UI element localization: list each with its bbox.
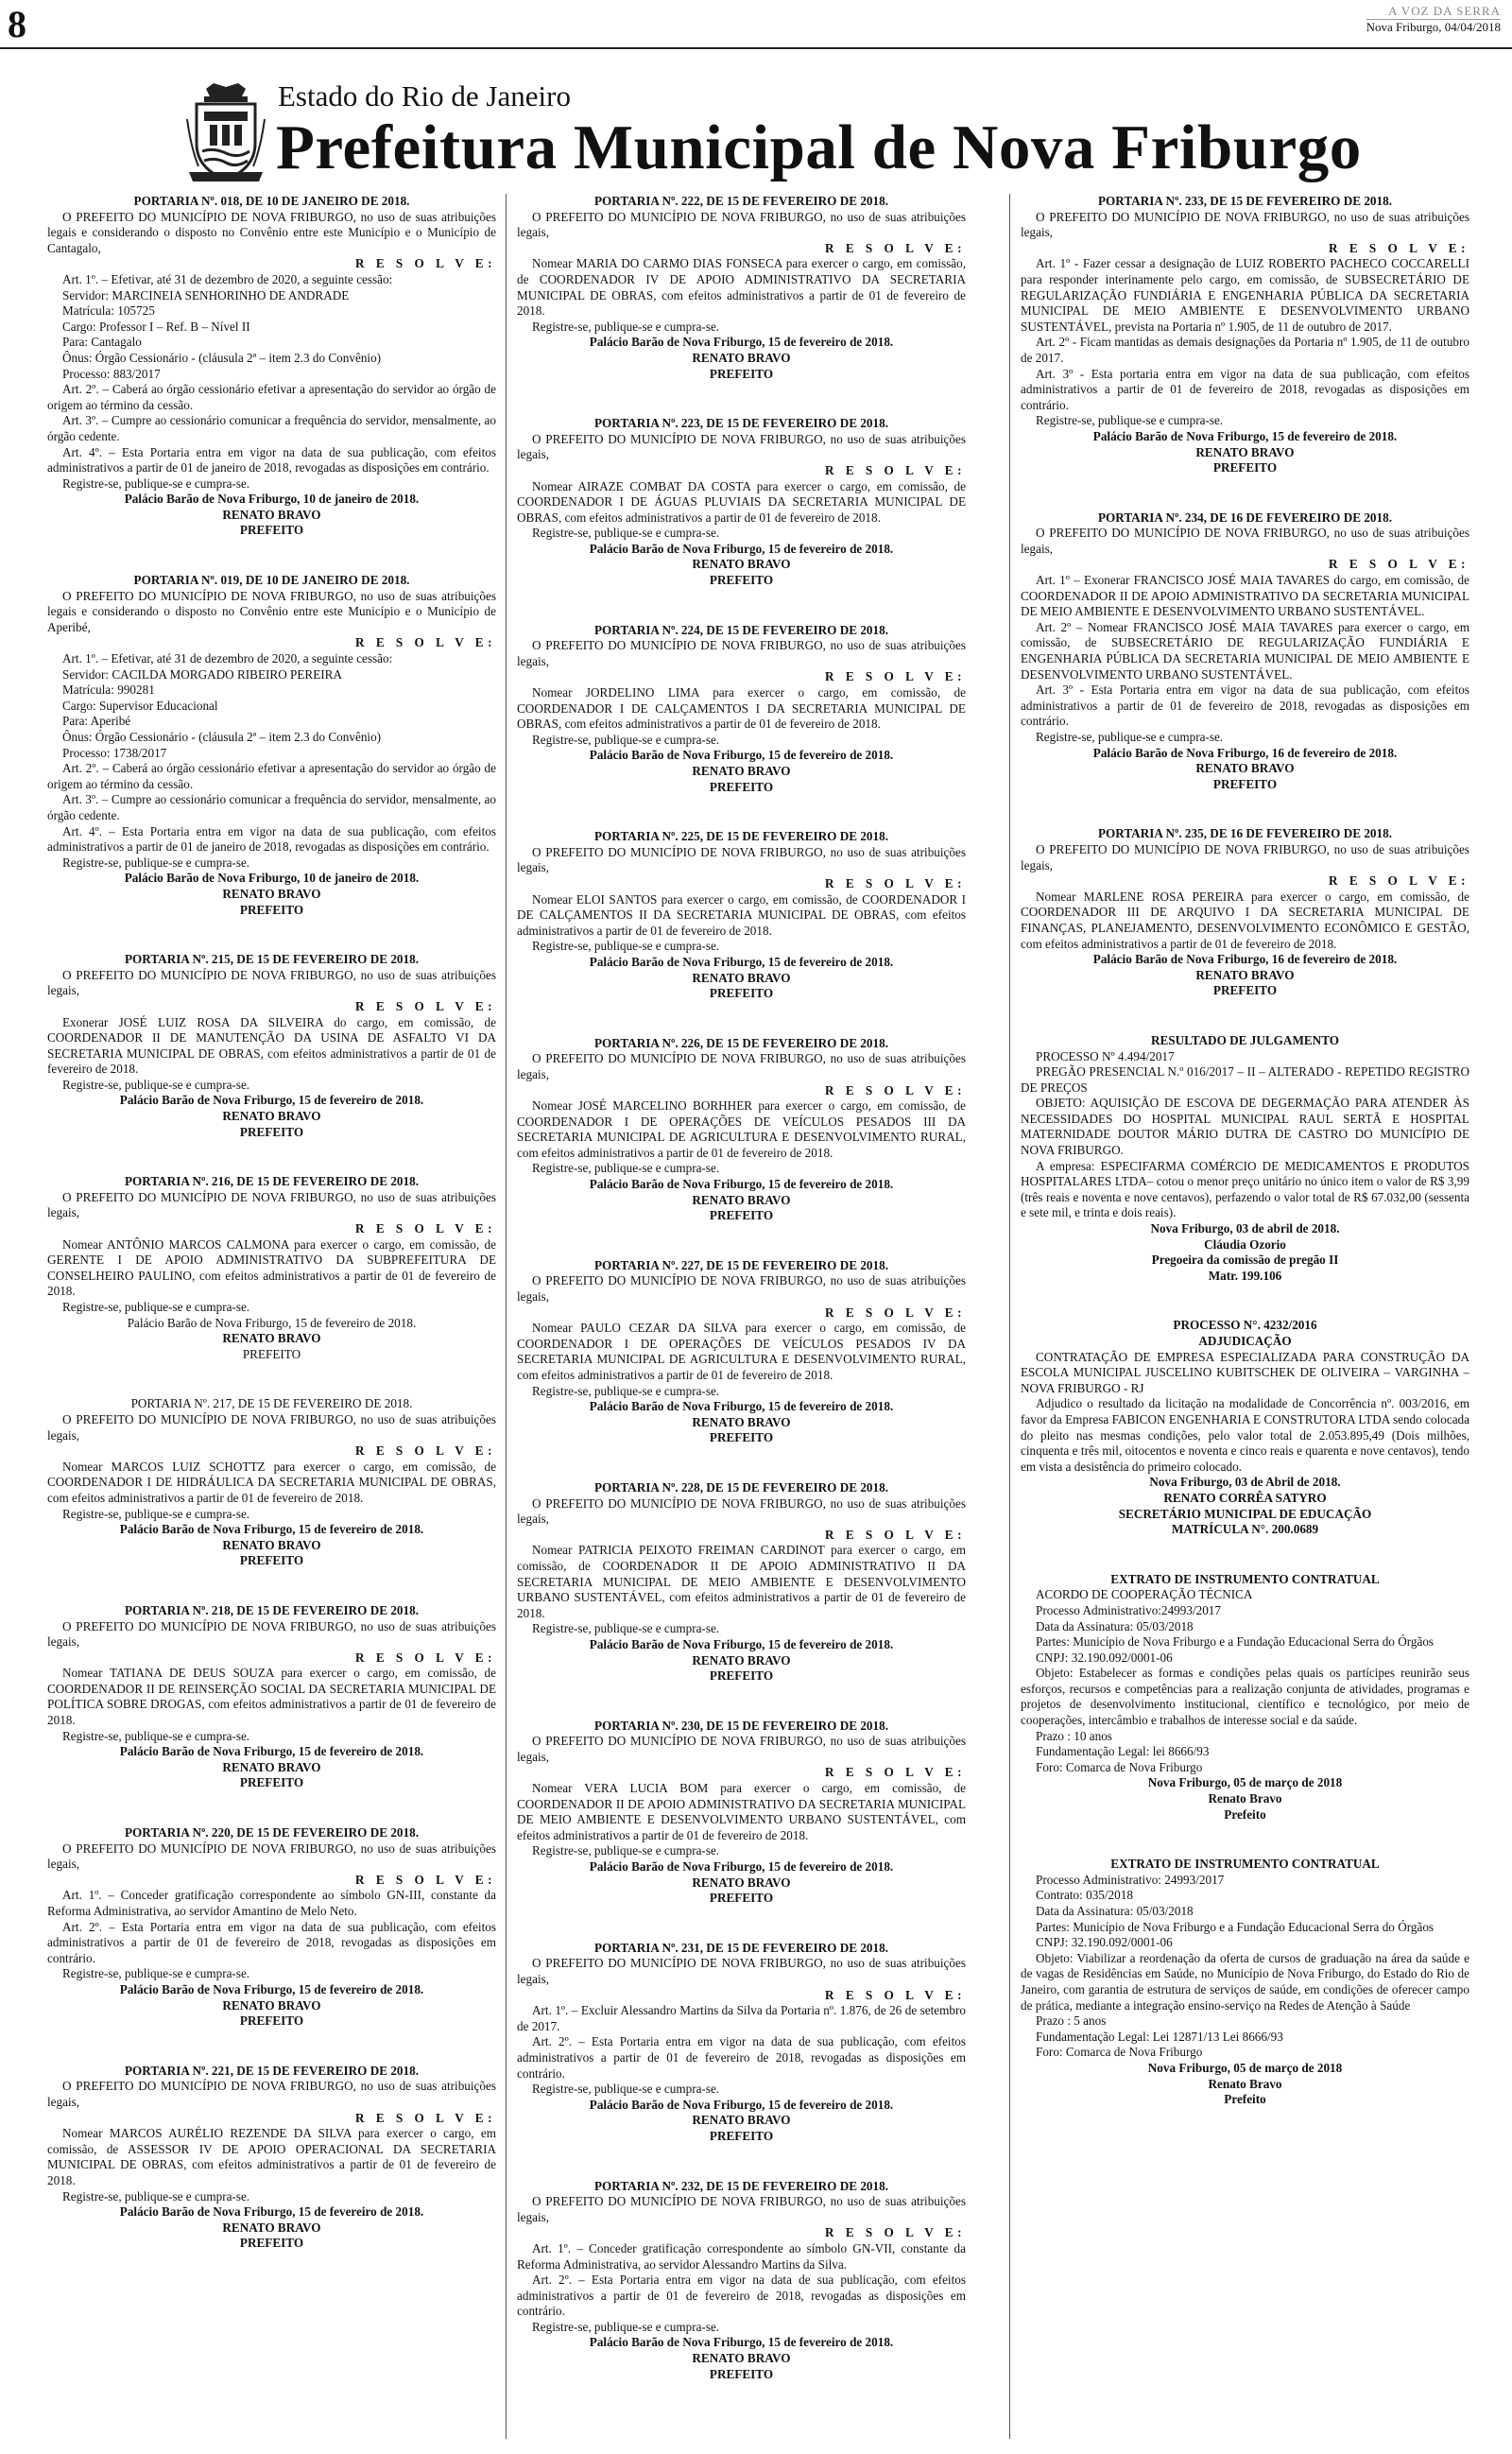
notice-title: PORTARIA Nº. 233, DE 15 DE FEVEREIRO DE 2018. [1097,194,1392,208]
resolve-heading: R E S O L V E: [355,1443,496,1459]
notice-title: PORTARIA Nº. 225, DE 15 DE FEVEREIRO DE 2018. [593,829,888,844]
notice-paragraph: Registre-se, publique-se e cumpra-se. [62,855,250,870]
notice-block [517,194,966,382]
notice-paragraph: Cargo: Professor I – Ref. B – Nível II [62,319,250,334]
notice-paragraph: Nomear TATIANA DE DEUS SOUZA para exercer o cargo, em comissão, de COORDENADOR II DE REINSERÇÃO SOCIAL DA SECRETARIA MUNICIPAL DE POLÍTICA SOBRE DROGAS, com efeitos administrativos a partir de 01 de fevereiro de 2018. [47,1666,496,1728]
notice-title: PORTARIA Nº. 019, DE 10 DE JANEIRO DE 2018. [133,573,410,588]
notice-paragraph: O PREFEITO DO MUNICÍPIO DE NOVA FRIBURGO, no uso de suas atribuições legais, [517,1956,966,1986]
notice-paragraph: Art. 1º - Fazer cessar a designação de LUIZ ROBERTO PACHECO COCCARELLI para responder interinamente pelo cargo, em comissão, de SUBSECRETÁRIO DE REGULARIZAÇÃO FUNDIÁRIA E ENGENHARIA PÚBLICA DA SECRETARIA MUNICIPAL DE MEIO AMBIENTE E DESENVOLVIMENTO URBANO SUSTENTÁVEL, prevista na Portaria nº 1.905, de 11 de outubro de 2017. [1021,256,1469,334]
notice-paragraph: Registre-se, publique-se e cumpra-se. [1036,413,1224,428]
signature-line: PREFEITO [239,2013,304,2029]
notice-paragraph: Registre-se, publique-se e cumpra-se. [532,2319,720,2334]
signature-line: MATRÍCULA N°. 200.0689 [1171,1522,1319,1537]
paper-info [1366,4,1501,35]
signature-line: Matr. 199.106 [1208,1268,1282,1283]
notice-paragraph: Registre-se, publique-se e cumpra-se. [532,526,720,541]
notice-paragraph: Nomear JORDELINO LIMA para exercer o cargo, em comissão, de COORDENADOR I DE CALÇAMENTOS I DA SECRETARIA MUNICIPAL DE OBRAS, com efeitos administrativos a partir de 01 de fevereiro de 2018. [517,685,966,732]
notice-paragraph: O PREFEITO DO MUNICÍPIO DE NOVA FRIBURGO, no uso de suas atribuições legais, [47,1411,496,1443]
notice-paragraph: Art. 2º – Nomear FRANCISCO JOSÉ MAIA TAVARES para exercer o cargo, em comissão, de SUBSECRETÁRIO DE REGULARIZAÇÃO FUNDIÁRIA E ENGENHARIA PÚBLICA DA SECRETARIA MUNICIPAL DE MEIO AMBIENTE E DESENVOLVIMENTO URBANO SUSTENTÁVEL. [1021,619,1469,682]
signature-line: RENATO BRAVO [1195,444,1295,459]
resolve-heading: R E S O L V E: [825,1765,966,1780]
notice-paragraph: O PREFEITO DO MUNICÍPIO DE NOVA FRIBURGO, no uso de suas atribuições legais, [1021,526,1469,556]
signature-line: Prefeito [1224,2092,1266,2107]
notice-paragraph: Processo: 1738/2017 [62,745,167,760]
notice-paragraph: PROCESSO Nº 4.494/2017 [1036,1048,1175,1063]
resolve-heading: R E S O L V E: [825,462,966,477]
notice-paragraph: Foro: Comarca de Nova Friburgo [1036,1759,1203,1774]
signature-line: Nova Friburgo, 03 de abril de 2018. [1150,1221,1340,1236]
notice-block [47,573,496,918]
notice-title: PROCESSO N°. 4232/2016 [1173,1318,1317,1333]
signature-line: Palácio Barão de Nova Friburgo, 15 de fevereiro de 2018. [127,1315,417,1330]
notice-paragraph: Cargo: Supervisor Educacional [62,698,218,713]
signature-line: Palácio Barão de Nova Friburgo, 15 de fevereiro de 2018. [589,1859,894,1875]
column-3 [1021,194,1469,2444]
notice-paragraph: OBJETO: AQUISIÇÃO DE ESCOVA DE DEGERMAÇÃO PARA ATENDER ÀS NECESSIDADES DO HOSPITAL MUNICIPAL RAUL SERTÃ E HOSPITAL MATERNIDADE DOUTOR MÁRIO DUTRA DE CASTRO DO MUNICÍPIO DE NOVA FRIBURGO. [1021,1096,1469,1158]
signature-line: Palácio Barão de Nova Friburgo, 15 de fevereiro de 2018. [119,1981,424,1996]
notice-paragraph: Registre-se, publique-se e cumpra-se. [62,1728,250,1743]
notice-title: PORTARIA Nº. 217, DE 15 DE FEVEREIRO DE 2018. [130,1396,413,1411]
notice-paragraph: Registre-se, publique-se e cumpra-se. [532,1843,720,1858]
notice-paragraph: Registre-se, publique-se e cumpra-se. [62,1966,250,1981]
notice-paragraph: O PREFEITO DO MUNICÍPIO DE NOVA FRIBURGO, no uso de suas atribuições legais, [1021,209,1469,240]
notice-paragraph: O PREFEITO DO MUNICÍPIO DE NOVA FRIBURGO, no uso de suas atribuições legais e considerando o disposto no Convênio entre este Município e o Município de Aperibé, [47,588,496,634]
notice-paragraph: Matrícula: 990281 [62,683,155,698]
notice-block [517,623,966,796]
notice-paragraph: Prazo : 10 anos [1036,1728,1112,1743]
notice-title: PORTARIA Nº. 221, DE 15 DE FEVEREIRO DE 2018. [124,2063,419,2078]
resolve-heading: R E S O L V E: [355,1872,496,1887]
notice-paragraph: O PREFEITO DO MUNICÍPIO DE NOVA FRIBURGO, no uso de suas atribuições legais, [517,844,966,875]
notice-paragraph: O PREFEITO DO MUNICÍPIO DE NOVA FRIBURGO, no uso de suas atribuições legais, [1021,841,1469,873]
signature-line: Renato Bravo [1208,1791,1282,1806]
notice-block [47,1396,496,1569]
notice-title: EXTRATO DE INSTRUMENTO CONTRATUAL [1110,1571,1380,1586]
header-rule [0,47,1512,49]
notice-title: PORTARIA Nº. 218, DE 15 DE FEVEREIRO DE 2018. [124,1602,419,1617]
notice-block [47,1603,496,1791]
signature-line: Palácio Barão de Nova Friburgo, 15 de fevereiro de 2018. [589,2097,894,2112]
city-hall-title: Prefeitura Municipal de Nova Friburgo [276,112,1362,182]
signature-line: PREFEITO [709,366,774,381]
signature-line: Palácio Barão de Nova Friburgo, 15 de fevereiro de 2018. [589,1177,894,1192]
signature-line: RENATO BRAVO [222,507,321,522]
notice-paragraph: Partes: Município de Nova Friburgo e a Fundação Educacional Serra do Órgãos [1036,1634,1435,1650]
notice-paragraph: O PREFEITO DO MUNICÍPIO DE NOVA FRIBURGO, no uso de suas atribuições legais, [517,1273,966,1305]
notice-paragraph: CNPJ: 32.190.092/0001-06 [1036,1935,1173,1950]
signature-line: RENATO BRAVO [692,2113,791,2128]
notice-block [1021,1857,1469,2108]
notice-paragraph: Foro: Comarca de Nova Friburgo [1036,2045,1203,2060]
notice-paragraph: Art. 1º. – Conceder gratificação correspondente ao símbolo GN-VII, constante da Reforma Administrativa, ao servidor Alessandro Martins da Silva. [517,2240,966,2272]
signature-line: PREFEITO [239,2236,304,2251]
notice-paragraph: Nomear JOSÉ MARCELINO BORHHER para exercer o cargo, em comissão, de COORDENADOR I DE OPERAÇÕES DE VEÍCULOS PESADOS III DA SECRETARIA MUNICIPAL DE AGRICULTURA E DESENVOLVIMENTO RURAL, com efeitos administrativos a partir de 01 de fevereiro de 2018. [517,1098,966,1160]
resolve-heading: R E S O L V E: [825,1082,966,1097]
signature-line: Palácio Barão de Nova Friburgo, 16 de fevereiro de 2018. [1092,745,1398,760]
notice-title: PORTARIA Nº. 227, DE 15 DE FEVEREIRO DE 2018. [593,1257,888,1272]
notice-paragraph: Art. 4º. – Esta Portaria entra em vigor na data de sua publicação, com efeitos administrativos a partir de 01 de janeiro de 2018, revogadas as disposições em contrário. [47,444,496,475]
notice-paragraph: Registre-se, publique-se e cumpra-se. [532,939,720,954]
signature-line: RENATO BRAVO [692,970,791,985]
notice-title: PORTARIA Nº. 216, DE 15 DE FEVEREIRO DE 2018. [124,1174,419,1189]
notice-paragraph: Exonerar JOSÉ LUIZ ROSA DA SILVEIRA do cargo, em comissão, de COORDENADOR II DE MANUTENÇÃO DA USINA DE ASFALTO VI DA SECRETARIA MUNICIPAL DE OBRAS, com efeitos administrativos a partir de 01 de fevereiro de 2018. [47,1014,496,1077]
resolve-heading: R E S O L V E: [1329,240,1469,255]
notice-block [47,194,496,539]
signature-line: Palácio Barão de Nova Friburgo, 15 de fevereiro de 2018. [589,748,894,763]
resolve-heading: R E S O L V E: [825,875,966,890]
notice-paragraph: Art. 2º. – Caberá ao órgão cessionário efetivar a apresentação do servidor ao órgão de origem ao término da cessão. [47,761,496,791]
notice-paragraph: O PREFEITO DO MUNICÍPIO DE NOVA FRIBURGO, no uso de suas atribuições legais, [517,209,966,240]
notice-paragraph: O PREFEITO DO MUNICÍPIO DE NOVA FRIBURGO, no uso de suas atribuições legais, [47,1840,496,1872]
signature-line: Palácio Barão de Nova Friburgo, 15 de fevereiro de 2018. [589,2335,894,2350]
notice-paragraph: Nomear MARLENE ROSA PEREIRA para exercer o cargo, em comissão, de COORDENADOR III DE ARQUIVO I DA SECRETARIA MUNICIPAL DE FINANÇAS, PLANEJAMENTO, DESENVOLVIMENTO ECONÔMICO E GESTÃO, com efeitos administrativos a partir de 01 de fevereiro de 2018. [1021,889,1469,951]
signature-line: PREFEITO [709,573,774,588]
notice-paragraph: Processo Administrativo: 24993/2017 [1036,1872,1225,1887]
notice-paragraph: Art. 2º. – Esta Portaria entra em vigor na data de sua publicação, com efeitos administrativos a partir de 01 de fevereiro de 2018, revogadas as disposições em contrário. [47,1919,496,1965]
notice-paragraph: O PREFEITO DO MUNICÍPIO DE NOVA FRIBURGO, no uso de suas atribuições legais, [517,1734,966,1764]
signature-line: RENATO BRAVO [222,886,321,901]
signature-line: PREFEITO [239,1775,304,1790]
notice-paragraph: Processo: 883/2017 [62,366,161,381]
notice-block [517,1036,966,1224]
signature-line: Palácio Barão de Nova Friburgo, 15 de fevereiro de 2018. [119,1093,424,1108]
notice-paragraph: Nomear VERA LUCIA BOM para exercer o cargo, em comissão, de COORDENADOR II DE APOIO ADMINISTRATIVO DA SECRETARIA MUNICIPAL DE MEIO AMBIENTE E DESENVOLVIMENTO URBANO SUSTENTÁVEL, com efeitos administrativos a partir de 01 de fevereiro de 2018. [517,1781,966,1842]
signature-line: Cláudia Ozorio [1204,1236,1286,1252]
resolve-heading: R E S O L V E: [825,1305,966,1320]
signature-line: RENATO CORRÊA SATYRO [1163,1490,1327,1505]
notice-paragraph: Nomear MARCOS AURÉLIO REZENDE DA SILVA para exercer o cargo, em comissão, de ASSESSOR IV DE APOIO OPERACIONAL DA SECRETARIA MUNICIPAL DE OBRAS, com efeitos administrativos a partir de 01 de fevereiro de 2018. [47,2126,496,2187]
notice-paragraph: Processo Administrativo:24993/2017 [1036,1602,1221,1617]
notice-paragraph: Art. 3º - Esta Portaria entra em vigor na data de sua publicação, com efeitos administrativos a partir de 01 de fevereiro de 2018, revogadas as disposições em contrário. [1021,683,1469,729]
notice-block [517,1719,966,1907]
notice-paragraph: Art. 1º. – Efetivar, até 31 de dezembro de 2020, a seguinte cessão: [62,651,393,666]
signature-line: RENATO BRAVO [1195,761,1295,776]
notice-paragraph: Nomear ELOI SANTOS para exercer o cargo, em comissão, de COORDENADOR I DE CALÇAMENTOS II DA SECRETARIA MUNICIPAL DE OBRAS, com efeitos administrativos a partir de 01 de fevereiro de 2018. [517,891,966,938]
signature-line: Palácio Barão de Nova Friburgo, 15 de fevereiro de 2018. [589,1636,894,1651]
notice-paragraph: Registre-se, publique-se e cumpra-se. [62,1506,250,1521]
resolve-heading: R E S O L V E: [355,635,496,650]
notice-block [517,1941,966,2145]
notice-block [1021,194,1469,476]
column-rule [506,194,507,2439]
notice-paragraph: O PREFEITO DO MUNICÍPIO DE NOVA FRIBURGO, no uso de suas atribuições legais, [517,1495,966,1527]
signature-line: RENATO BRAVO [222,1997,321,2013]
notice-paragraph: Registre-se, publique-se e cumpra-se. [62,2188,250,2203]
notice-paragraph: Nomear AIRAZE COMBAT DA COSTA para exercer o cargo, em comissão, de COORDENADOR I DE ÁGUAS PLUVIAIS DA SECRETARIA MUNICIPAL DE OBRAS, com efeitos administrativos a partir de 01 de fevereiro de 2018. [517,478,966,525]
notice-paragraph: Data da Assinatura: 05/03/2018 [1036,1618,1194,1633]
notice-title: PORTARIA Nº. 220, DE 15 DE FEVEREIRO DE 2018. [124,1825,419,1840]
notice-paragraph: Art. 2º. – Esta Portaria entra em vigor na data de sua publicação, com efeitos administrativos a partir de 01 de fevereiro de 2018, revogadas as disposições em contrário. [517,2034,966,2081]
notice-paragraph: PREGÃO PRESENCIAL N.º 016/2017 – II – ALTERADO - REPETIDO REGISTRO DE PREÇOS [1021,1064,1469,1095]
signature-line: Pregoeira da comissão de pregão II [1151,1253,1339,1268]
notice-paragraph: Partes: Município de Nova Friburgo e a Fundação Educacional Serra do Órgãos [1036,1919,1435,1934]
notice-paragraph: O PREFEITO DO MUNICÍPIO DE NOVA FRIBURGO, no uso de suas atribuições legais, [47,967,496,998]
signature-line: RENATO BRAVO [692,1414,791,1429]
notice-paragraph: Art. 1º – Exonerar FRANCISCO JOSÉ MAIA TAVARES do cargo, em comissão, de COORDENADOR II DE APOIO ADMINISTRATIVO DA SECRETARIA MUNICIPAL DE MEIO AMBIENTE E DESENVOLVIMENTO URBANO SUSTENTÁVEL. [1021,573,1469,619]
resolve-heading: R E S O L V E: [825,1987,966,2002]
notice-paragraph: Art. 1º. – Conceder gratificação correspondente ao símbolo GN-III, constante da Reforma Administrativa, ao servidor Amantino de Melo Neto. [47,1888,496,1918]
signature-line: PREFEITO [239,902,304,917]
notice-title: PORTARIA Nº. 224, DE 15 DE FEVEREIRO DE 2018. [593,622,888,637]
notice-title: PORTARIA Nº. 018, DE 10 DE JANEIRO DE 2018. [133,194,410,208]
signature-line: Renato Bravo [1208,2076,1282,2091]
notice-paragraph: Nomear PAULO CEZAR DA SILVA para exercer o cargo, em comissão, de COORDENADOR I DE OPERAÇÕES DE VEÍCULOS PESADOS IV DA SECRETARIA MUNICIPAL DE AGRICULTURA E DESENVOLVIMENTO RURAL, com efeitos administrativos a partir de 01 de fevereiro de 2018. [517,1321,966,1382]
paper-name: A VOZ DA SERRA [1388,4,1501,18]
signature-line: PREFEITO [1212,983,1278,998]
signature-line: Palácio Barão de Nova Friburgo, 15 de fevereiro de 2018. [119,1744,424,1759]
signature-line: PREFEITO [709,986,774,1001]
notice-paragraph: Adjudico o resultado da licitação na modalidade de Concorrência nº. 003/2016, em favor da Empresa FABICON ENGENHARIA E CONSTRUTORA LTDA sendo colocada do pleito nas mesmas condições, pelo valor total de 2.053.895,49 (Dois milhões, cinquenta e três mil, oitocentos e noventa e cinco reais e quarenta e nove centavos), tendo em vista a desistência do primeiro colocado. [1021,1396,1469,1474]
notice-title: PORTARIA Nº. 228, DE 15 DE FEVEREIRO DE 2018. [593,1479,888,1495]
notice-paragraph: Contrato: 035/2018 [1036,1888,1133,1903]
column-1 [47,194,496,2444]
notice-title: PORTARIA Nº. 226, DE 15 DE FEVEREIRO DE 2018. [593,1035,888,1050]
masthead [185,74,1366,187]
notice-paragraph: CNPJ: 32.190.092/0001-06 [1036,1650,1173,1665]
signature-line: SECRETÁRIO MUNICIPAL DE EDUCAÇÃO [1118,1506,1372,1521]
notice-paragraph: Nomear MARIA DO CARMO DIAS FONSECA para exercer o cargo, em comissão, de COORDENADOR IV DE APOIO ADMINISTRATIVO DA SECRETARIA MUNICIPAL DE OBRAS, com efeitos administrativos a partir de 01 de fevereiro de 2018. [517,256,966,319]
notice-title: PORTARIA Nº. 230, DE 15 DE FEVEREIRO DE 2018. [593,1718,888,1733]
signature-line: PREFEITO [1212,460,1278,475]
notice-paragraph: Objeto: Viabilizar a reordenação da oferta de cursos de graduação na área da saúde e de vagas de Residências em Saúde, no Município de Nova Friburgo, do Estado do Rio de Janeiro, com garantia de estrutura de serviços de saúde, em condições de oferecer campo de prática, mediante a integração ensino-serviço na Redes de Atenção à Saúde [1021,1950,1469,2013]
column-rule [1009,194,1010,2439]
resolve-heading: R E S O L V E: [825,669,966,684]
notice-block [1021,1572,1469,1823]
notice-paragraph: Art. 3º. – Cumpre ao cessionário comunicar a frequência do servidor, mensalmente, ao órgão cedente. [47,413,496,443]
paper-date: Nova Friburgo, 04/04/2018 [1366,20,1501,34]
notice-paragraph: Art. 4º. – Esta Portaria entra em vigor na data de sua publicação, com efeitos administrativos a partir de 01 de janeiro de 2018, revogadas as disposições em contrário. [47,823,496,855]
signature-line: PREFEITO [709,779,774,794]
signature-line: Palácio Barão de Nova Friburgo, 15 de fevereiro de 2018. [119,1522,424,1537]
notice-paragraph: Ônus: Órgão Cessionário - (cláusula 2ª – item 2.3 do Convênio) [62,730,382,744]
signature-line: RENATO BRAVO [692,1652,791,1668]
notice-subtitle: ADJUDICAÇÃO [1198,1334,1292,1348]
resolve-heading: R E S O L V E: [825,240,966,255]
notice-paragraph: Art. 3º. – Cumpre ao cessionário comunicar a frequência do servidor, mensalmente, ao órgão cedente. [47,792,496,822]
notice-block [47,1825,496,2030]
notice-block [47,2064,496,2252]
resolve-heading: R E S O L V E: [1329,873,1469,889]
signature-line: PREFEITO [242,1346,301,1361]
notice-block [517,829,966,1002]
notice-paragraph: Art. 1º. – Excluir Alessandro Martins da Silva da Portaria nº. 1.876, de 26 de setembro de 2017. [517,2003,966,2033]
signature-line: RENATO BRAVO [692,2351,791,2366]
notice-paragraph: Registre-se, publique-se e cumpra-se. [532,1621,720,1636]
signature-line: Palácio Barão de Nova Friburgo, 15 de fevereiro de 2018. [589,541,894,556]
resolve-heading: R E S O L V E: [355,1221,496,1236]
signature-line: Palácio Barão de Nova Friburgo, 15 de fevereiro de 2018. [589,1399,894,1414]
notice-block [517,1258,966,1446]
notice-block [1021,826,1469,999]
resolve-heading: R E S O L V E: [355,1650,496,1665]
signature-line: Palácio Barão de Nova Friburgo, 15 de fevereiro de 2018. [119,2204,424,2220]
notice-paragraph: Registre-se, publique-se e cumpra-se. [532,1161,720,1176]
signature-line: PREFEITO [1212,776,1278,791]
notice-paragraph: Data da Assinatura: 05/03/2018 [1036,1904,1194,1918]
signature-line: PREFEITO [239,1124,304,1139]
signature-line: Palácio Barão de Nova Friburgo, 10 de janeiro de 2018. [124,492,420,507]
notice-paragraph: Servidor: CACILDA MORGADO RIBEIRO PEREIRA [62,666,342,682]
notice-paragraph: Art. 2º. – Caberá ao órgão cessionário efetivar a apresentação do servidor ao órgão de origem ao término da cessão. [47,382,496,412]
notice-title: PORTARIA Nº. 235, DE 16 DE FEVEREIRO DE 2018. [1097,826,1392,841]
signature-line: RENATO BRAVO [692,764,791,778]
signature-line: PREFEITO [709,2366,774,2381]
resolve-heading: R E S O L V E: [825,1527,966,1542]
resolve-heading: R E S O L V E: [355,998,496,1013]
notice-paragraph: Art. 2º. – Esta Portaria entra em vigor na data de sua publicação, com efeitos administrativos a partir de 01 de fevereiro de 2018, revogadas as disposições em contrário. [517,2273,966,2319]
signature-line: PREFEITO [239,1553,304,1568]
signature-line: Palácio Barão de Nova Friburgo, 15 de fevereiro de 2018. [589,335,894,350]
signature-line: PREFEITO [709,1668,774,1684]
signature-line: PREFEITO [709,2128,774,2143]
signature-line: PREFEITO [709,1430,774,1445]
notice-paragraph: Para: Aperibé [62,714,131,729]
notice-block [517,416,966,589]
notice-title: PORTARIA Nº. 232, DE 15 DE FEVEREIRO DE 2018. [593,2178,888,2193]
signature-line: PREFEITO [709,1891,774,1906]
notice-paragraph: Registre-se, publique-se e cumpra-se. [532,732,720,747]
notice-title: EXTRATO DE INSTRUMENTO CONTRATUAL [1110,1857,1380,1872]
signature-line: RENATO BRAVO [222,2220,321,2235]
signature-line: Prefeito [1224,1806,1266,1822]
notice-title: PORTARIA Nº. 231, DE 15 DE FEVEREIRO DE 2018. [593,1940,888,1955]
signature-line: RENATO BRAVO [692,1192,791,1207]
notice-title: PORTARIA Nº. 215, DE 15 DE FEVEREIRO DE 2018. [124,952,419,967]
coat-of-arms-icon [185,81,266,187]
notice-paragraph: O PREFEITO DO MUNICÍPIO DE NOVA FRIBURGO, no uso de suas atribuições legais, [517,431,966,462]
notice-paragraph: Art. 1º. – Efetivar, até 31 de dezembro de 2020, a seguinte cessão: [62,271,393,286]
notice-paragraph: O PREFEITO DO MUNICÍPIO DE NOVA FRIBURGO, no uso de suas atribuições legais, [47,1618,496,1650]
signature-line: RENATO BRAVO [692,350,791,365]
signature-line: RENATO BRAVO [692,1875,791,1890]
notice-block [517,1480,966,1685]
notice-paragraph: O PREFEITO DO MUNICÍPIO DE NOVA FRIBURGO, no uso de suas atribuições legais, [517,2194,966,2224]
notice-paragraph: Matrícula: 105725 [62,303,155,319]
notice-title: PORTARIA Nº. 234, DE 16 DE FEVEREIRO DE 2018. [1097,510,1392,525]
notice-paragraph: Fundamentação Legal: lei 8666/93 [1036,1744,1210,1759]
signature-line: Palácio Barão de Nova Friburgo, 15 de fevereiro de 2018. [589,954,894,969]
notice-paragraph: O PREFEITO DO MUNICÍPIO DE NOVA FRIBURGO, no uso de suas atribuições legais, [47,2079,496,2109]
signature-line: Palácio Barão de Nova Friburgo, 16 de fevereiro de 2018. [1092,952,1398,967]
notice-block [1021,1033,1469,1285]
notice-block [1021,1318,1469,1537]
column-2 [517,194,966,2444]
signature-line: RENATO BRAVO [692,557,791,572]
notice-paragraph: O PREFEITO DO MUNICÍPIO DE NOVA FRIBURGO, no uso de suas atribuições legais, [517,1051,966,1081]
notice-paragraph: Servidor: MARCINEIA SENHORINHO DE ANDRADE [62,287,350,302]
resolve-heading: R E S O L V E: [825,2225,966,2240]
resolve-heading: R E S O L V E: [355,256,496,271]
state-name: Estado do Rio de Janeiro [278,79,571,112]
signature-line: RENATO BRAVO [222,1537,321,1552]
signature-line: RENATO BRAVO [222,1759,321,1774]
notice-paragraph: Ônus: Órgão Cessionário - (cláusula 2ª – item 2.3 do Convênio) [62,350,382,365]
notice-title: PORTARIA Nº. 223, DE 15 DE FEVEREIRO DE 2018. [593,416,888,431]
notice-block [1021,510,1469,793]
notice-paragraph: Art. 2º - Ficam mantidas as demais designações da Portaria nº 1.905, de 11 de outubro de 2017. [1021,335,1469,365]
notice-paragraph: Prazo : 5 anos [1036,2013,1107,2029]
notice-paragraph: Objeto: Estabelecer as formas e condições pelas quais os partícipes reunirão seus esforços, recursos e competências para a realização conjunta de atividades, programas e projetos de desenvolvimento institucional, científico e tecnológico, por meio de cooperações, intercâmbio e trabalhos de interesse social e da saúde. [1021,1666,1469,1728]
notice-paragraph: Fundamentação Legal: Lei 12871/13 Lei 8666/93 [1036,2029,1283,2044]
notice-paragraph: Registre-se, publique-se e cumpra-se. [532,2082,720,2097]
page-header-bar [0,0,1512,47]
notice-block [517,2179,966,2383]
notice-title: PORTARIA Nº. 222, DE 15 DE FEVEREIRO DE 2018. [593,194,888,208]
notice-paragraph: O PREFEITO DO MUNICÍPIO DE NOVA FRIBURGO, no uso de suas atribuições legais, [47,1189,496,1220]
notice-paragraph: Nomear ANTÔNIO MARCOS CALMONA para exercer o cargo, em comissão, de GERENTE I DE APOIO ADMINISTRATIVO DA SUBPREFEITURA DE CONSELHEIRO PAULINO, com efeitos administrativos a partir de 01 de fevereiro de 2018. [47,1236,496,1299]
signature-line: PREFEITO [239,523,304,538]
notice-paragraph: ACORDO DE COOPERAÇÃO TÉCNICA [1036,1587,1253,1602]
notice-paragraph: Registre-se, publique-se e cumpra-se. [532,319,720,334]
page-number: 8 [8,3,26,45]
notice-paragraph: Registre-se, publique-se e cumpra-se. [62,1077,250,1092]
signature-line: RENATO BRAVO [1195,967,1295,982]
signature-line: PREFEITO [709,1208,774,1223]
signature-line: Nova Friburgo, 05 de março de 2018 [1147,1775,1343,1790]
signature-line: Palácio Barão de Nova Friburgo, 15 de fevereiro de 2018. [1092,428,1398,443]
notice-paragraph: Registre-se, publique-se e cumpra-se. [1036,730,1224,744]
signature-line: Nova Friburgo, 05 de março de 2018 [1147,2060,1343,2075]
notice-paragraph: A empresa: ESPECIFARMA COMÉRCIO DE MEDICAMENTOS E PRODUTOS HOSPITALARES LTDA– cotou o menor preço unitário no único item o valor de R$ 3,99 (três reais e noventa e nove centavos), perfazendo o valor total de R$ 67.032,00 (sessenta e sete mil, e trinta e dois reais). [1021,1158,1469,1220]
notice-block [47,1174,496,1362]
notice-title: RESULTADO DE JULGAMENTO [1150,1032,1340,1047]
resolve-heading: R E S O L V E: [355,2110,496,2125]
notice-paragraph: Nomear MARCOS LUIZ SCHOTTZ para exercer o cargo, em comissão, de COORDENADOR I DE HIDRÁULICA DA SECRETARIA MUNICIPAL DE OBRAS, com efeitos administrativos a partir de 01 de fevereiro de 2018. [47,1459,496,1505]
signature-line: Nova Friburgo, 03 de Abril de 2018. [1149,1475,1341,1490]
notice-paragraph: Nomear PATRICIA PEIXOTO FREIMAN CARDINOT para exercer o cargo, em comissão, de COORDENADOR II DE APOIO ADMINISTRATIVO II DA SECRETARIA MUNICIPAL DE MEIO AMBIENTE E DESENVOLVIMENTO URBANO SUSTENTÁVEL, com efeitos administrativos a partir de 01 de fevereiro de 2018. [517,1543,966,1620]
notice-paragraph: Registre-se, publique-se e cumpra-se. [532,1383,720,1398]
notice-paragraph: Registre-se, publique-se e cumpra-se. [62,1300,250,1314]
signature-line: Palácio Barão de Nova Friburgo, 10 de janeiro de 2018. [124,871,420,886]
signature-line: RENATO BRAVO [222,1109,321,1124]
signature-line: RENATO BRAVO [222,1331,321,1346]
notice-paragraph: Para: Cantagalo [62,335,142,350]
notice-paragraph: Art. 3º - Esta portaria entra em vigor na data de sua publicação, com efeitos administrativos a partir de 01 de fevereiro de 2018, revogadas as disposições em contrário. [1021,366,1469,412]
resolve-heading: R E S O L V E: [1329,557,1469,572]
notice-block [47,952,496,1140]
notice-paragraph: CONTRATAÇÃO DE EMPRESA ESPECIALIZADA PARA CONSTRUÇÃO DA ESCOLA MUNICIPAL JUSCELINO KUBITSCHEK DE OLIVEIRA – VARGINHA – NOVA FRIBURGO - RJ [1021,1349,1469,1395]
notice-paragraph: O PREFEITO DO MUNICÍPIO DE NOVA FRIBURGO, no uso de suas atribuições legais, [517,638,966,668]
notice-paragraph: O PREFEITO DO MUNICÍPIO DE NOVA FRIBURGO, no uso de suas atribuições legais e considerando o disposto no Convênio entre este Município e o Município de Cantagalo, [47,209,496,255]
notice-paragraph: Registre-se, publique-se e cumpra-se. [62,475,250,491]
